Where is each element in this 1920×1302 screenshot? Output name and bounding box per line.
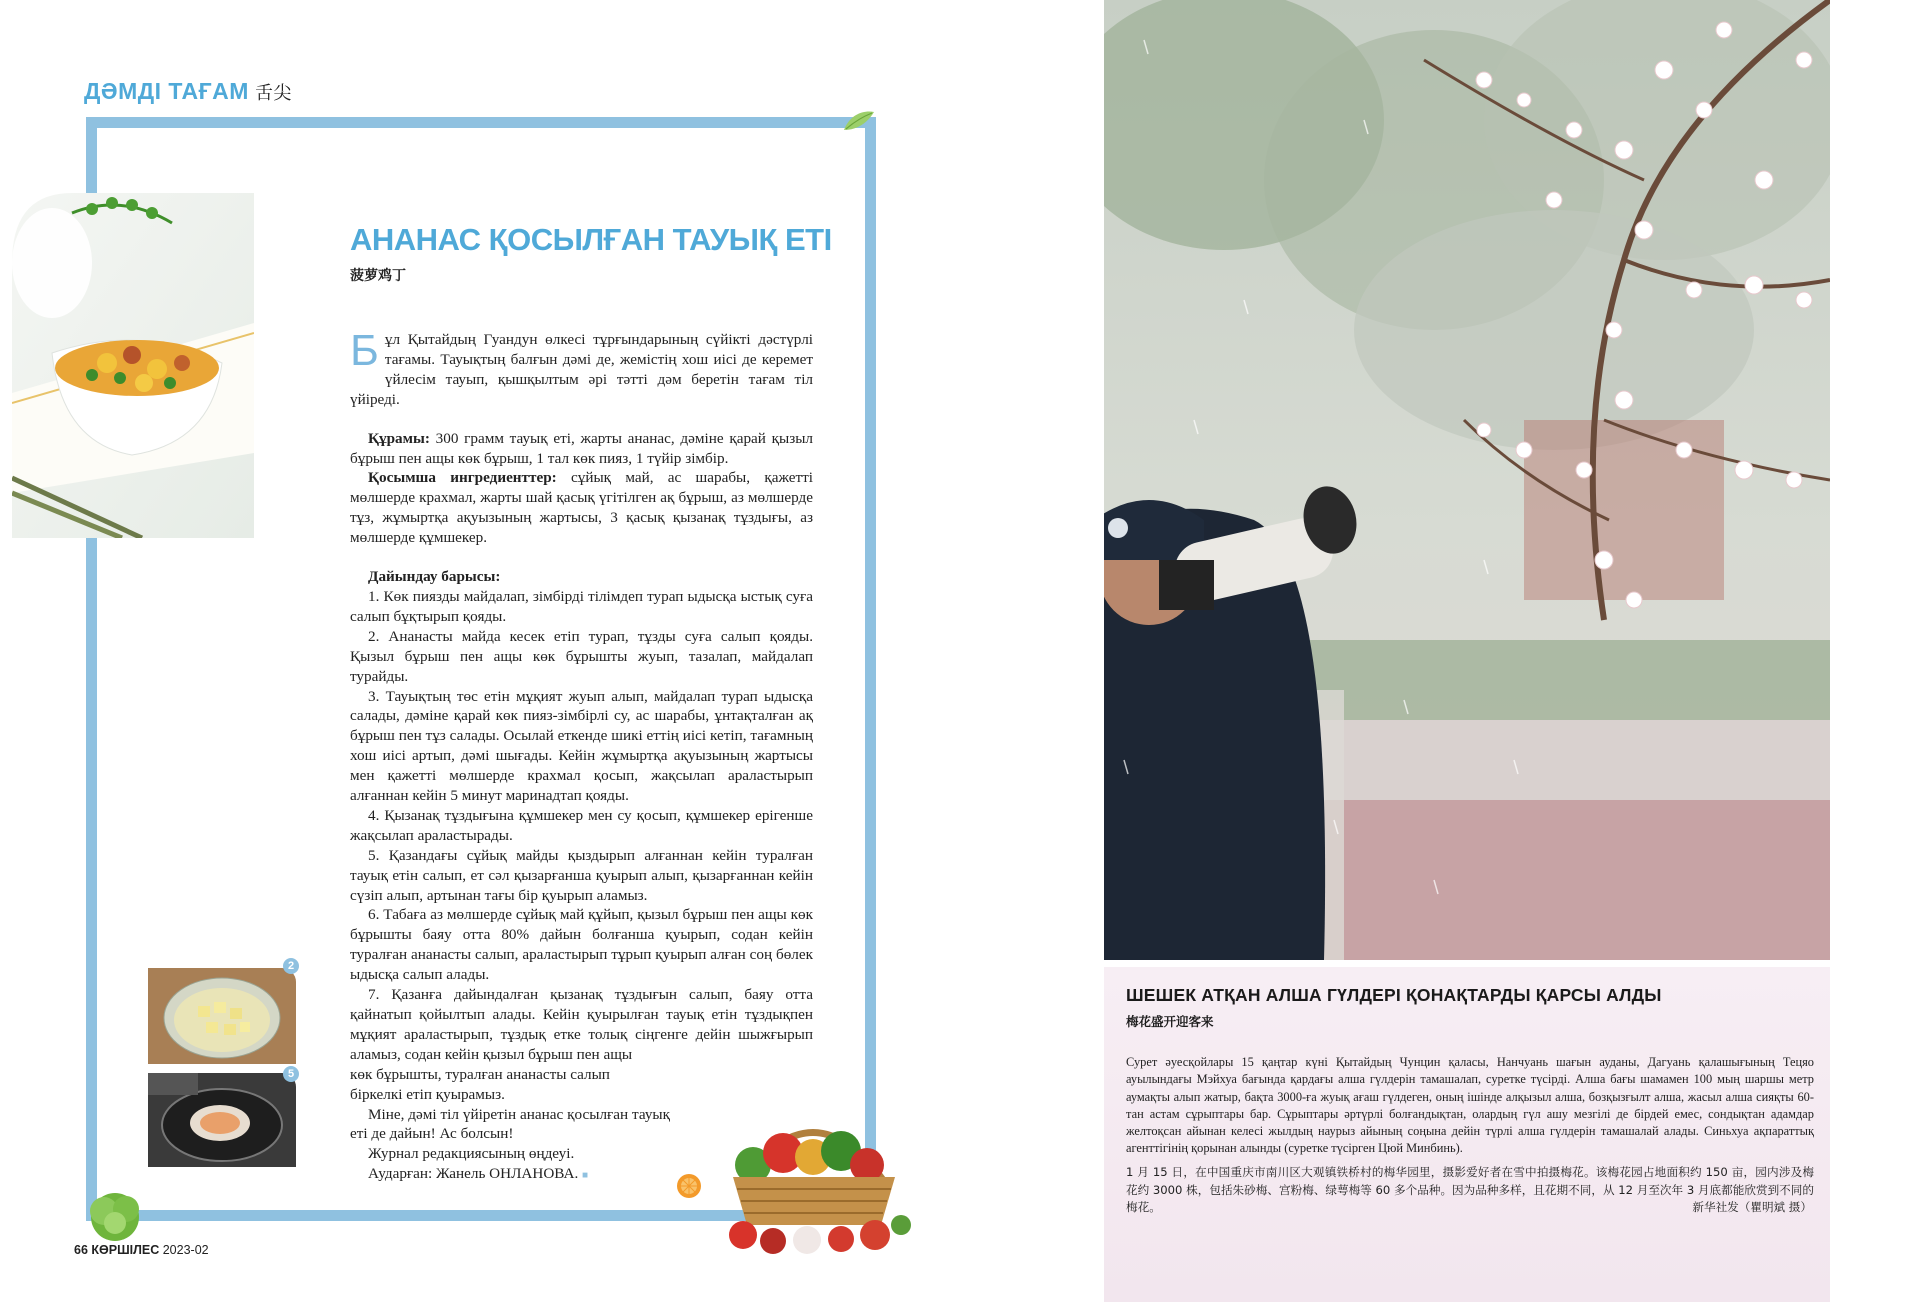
extra-paragraph — [350, 468, 813, 548]
editor-note: Журнал редакциясының өңдеуі. — [368, 1145, 575, 1163]
lettuce-icon — [80, 1183, 150, 1243]
step-6: 6. Табаға аз мөлшерде сұйық май құйып, қызыл бұрыш пен ащы көк бұрышты баяу отта 80% дайын болғанша қуырып, содан кейін туралған ананасты салып, араластырып тұрып қуырып алған соң бөлек ыдысқа салып алады. — [350, 906, 813, 984]
ingredients-text: 300 грамм тауық еті, жарты ананас, дәміне қарай қызыл бұрыш пен ащы көк бұрыш, 1 тал көк пияз, 1 түйір зімбір. — [350, 429, 813, 467]
step-photo-number: 5 — [283, 1066, 299, 1082]
step-photo-ananas — [148, 968, 296, 1064]
leaf-icon — [842, 108, 876, 136]
page-footer — [74, 1243, 209, 1257]
translator-text: Аударған: Жанель ОНЛАНОВА. — [368, 1165, 579, 1183]
caption-title: ШЕШЕК АТҚАН АЛША ГҮЛДЕРІ ҚОНАҚТАРДЫ ҚАРСЫ АЛДЫ — [1126, 985, 1662, 1005]
step-7-end: біркелкі етіп қуырамыз. — [350, 1085, 505, 1103]
photo-caption-box — [1104, 967, 1830, 1302]
process-paragraph — [350, 567, 813, 587]
caption-text-cn: 1 月 15 日，在中国重庆市南川区大观镇铁桥村的梅华园里，摄影爱好者在雪中拍摄梅花。该梅花园占地面积约 150 亩，园内涉及梅花约 3000 株，包括朱砂梅、宫粉梅、绿萼梅等 60 多个品种。因为品种多样，且花期不同，从 12 月至次年 3 月底都能欣赏到不同的梅花。 — [1126, 1165, 1814, 1214]
closing-text: Міне, дәмі тіл үйіретін ананас қосылған тауық еті де дайын! Ас болсын! — [350, 1105, 670, 1143]
step-photo-frying — [148, 1073, 296, 1167]
recipe-intro — [350, 326, 813, 410]
caption-text-kz: Сурет әуесқойлары 15 қаңтар күні Қытайдың Чунцин қаласы, Нанчуань шағын ауданы, Дагуань қалашығының Тецяо ауылындағы Мэйхуа бағында қардағы алша гүлдерін тамашалап, суретке түсірді. Алша бағы шамамен 100 мың шаршы метр аумақты алып жатыр, бақта 3000-ға жуық ағаш гүлдеген, оның ішінде алқызыл алша, бозқызғылт алша, жасыл алша сияқты 60-тан астам сұрыптары бар. Сұрыптары әртүрлі болғандықтан, олардың гүл ашу мезгілі де бірдей емес, сондықтан адамдар желтоқсан айынан келесі жылдың наурыз айының соңына дейін түрлі алша гүлдерін тамашалай алады. Синьхуа ақпараттық агенттігінің қорынан алынды (суретке түсірген Цюй Минбинь). — [1126, 1055, 1814, 1156]
extra-label: Қосымша ингредиенттер: — [368, 469, 557, 487]
orange-slice-icon — [675, 1172, 703, 1200]
recipe-title: АНАНАС ҚОСЫЛҒАН ТАУЫҚ ЕТІ — [350, 222, 832, 257]
ingredients-paragraph — [350, 429, 813, 469]
caption-subtitle-cn: 梅花盛开迎客来 — [1126, 1014, 1214, 1029]
process-label: Дайындау барысы: — [368, 568, 501, 586]
step-7: 7. Қазанға дайындалған қызанақ тұздығын салып, баяу отта қайнатып қойылтып алады. Кейін қуырылған тауық етін тұздықпен мұқият араластырып, тұздық етке толық сіңгенге дейін шыжғырып аламыз, содан кейін қызыл бұрыш пен ащы — [350, 986, 813, 1063]
vegetable-basket-icon — [713, 1085, 913, 1255]
end-mark-icon: ■ — [582, 1170, 589, 1182]
step-photo-number: 2 — [283, 958, 299, 974]
magazine-name: КӨРШІЛЕС — [91, 1243, 160, 1257]
section-title: ДӘМДІ ТАҒАМ — [84, 78, 249, 104]
step-2: 2. Ананасты майда кесек етіп турап, тұзды суға салып қояды. Қызыл бұрыш пен ащы көк бұрышты жуып, тазалап, майдалап турайды. — [350, 627, 813, 685]
intro-text: ұл Қытайдың Гуандун өлкесі тұрғындарының сүйікті дәстүрлі тағамы. Тауықтың балғын дәмі де, жемістің хош иісі де керемет үйлесім тауып, қышқылтым әрі тәтті дәм беретін тағам тіл үйіреді. — [350, 331, 813, 408]
step-1: 1. Көк пиязды майдалап, зімбірді тілімдеп турап ыдысқа ыстық суға салып бұқтырып қояды. — [350, 587, 813, 625]
step-4: 4. Қызанақ тұздығына құмшекер мен су қосып, құмшекер ерігенше жақсылап араластырады. — [350, 806, 813, 844]
dish-photo — [12, 193, 254, 538]
caption-credit: 新华社发（瞿明斌 摄） — [1692, 1200, 1812, 1214]
drop-cap: Б — [350, 326, 379, 375]
issue-number: 2023-02 — [162, 1243, 209, 1257]
section-title-cn: 舌尖 — [254, 83, 292, 103]
step-7-continued: көк бұрышты, туралған ананасты салып — [350, 1065, 610, 1083]
recipe-body — [350, 326, 813, 1186]
section-header — [84, 78, 292, 105]
step-3: 3. Тауықтың төс етін мұқият жуып алып, майдалап турап ыдысқа салады, дәміне қарай көк пияз-зімбірлі су, ас шарабы, ұнтақталған ақ бұрыш пен тұз салады. Осылай еткенде шикі еттің иісі кетіп, тағамның хош иісі артып, дәмі шығады. Кейін жұмыртқа ақуызының жартысы мен қажетті мөлшерде крахмал қосып, жақсылап араластырып алғаннан кейін 5 минут маринадтап қояды. — [350, 687, 813, 805]
ingredients-label: Құрамы: — [368, 429, 430, 447]
extra-text: сұйық май, ас шарабы, қажетті мөлшерде крахмал, жарты шай қасық үгітілген ақ бұрыш, аз мөлшерде тұз, жұмыртқа ақуызының жартысы, 3 қасық қызанақ тұздығы, аз мөлшерде құмшекер. — [350, 469, 813, 547]
plum-blossom-photo — [1104, 0, 1830, 960]
step-5: 5. Қазандағы сұйық майды қыздырып алғаннан кейін туралған тауық етін салып, ет сәл қызарғанша қуырып алып, қызарғаннан кейін сүзіп алып, артынан тағы бір қуырып аламыз. — [350, 846, 813, 904]
recipe-subtitle-cn: 菠萝鸡丁 — [350, 268, 406, 284]
page-number: 66 — [74, 1243, 88, 1257]
